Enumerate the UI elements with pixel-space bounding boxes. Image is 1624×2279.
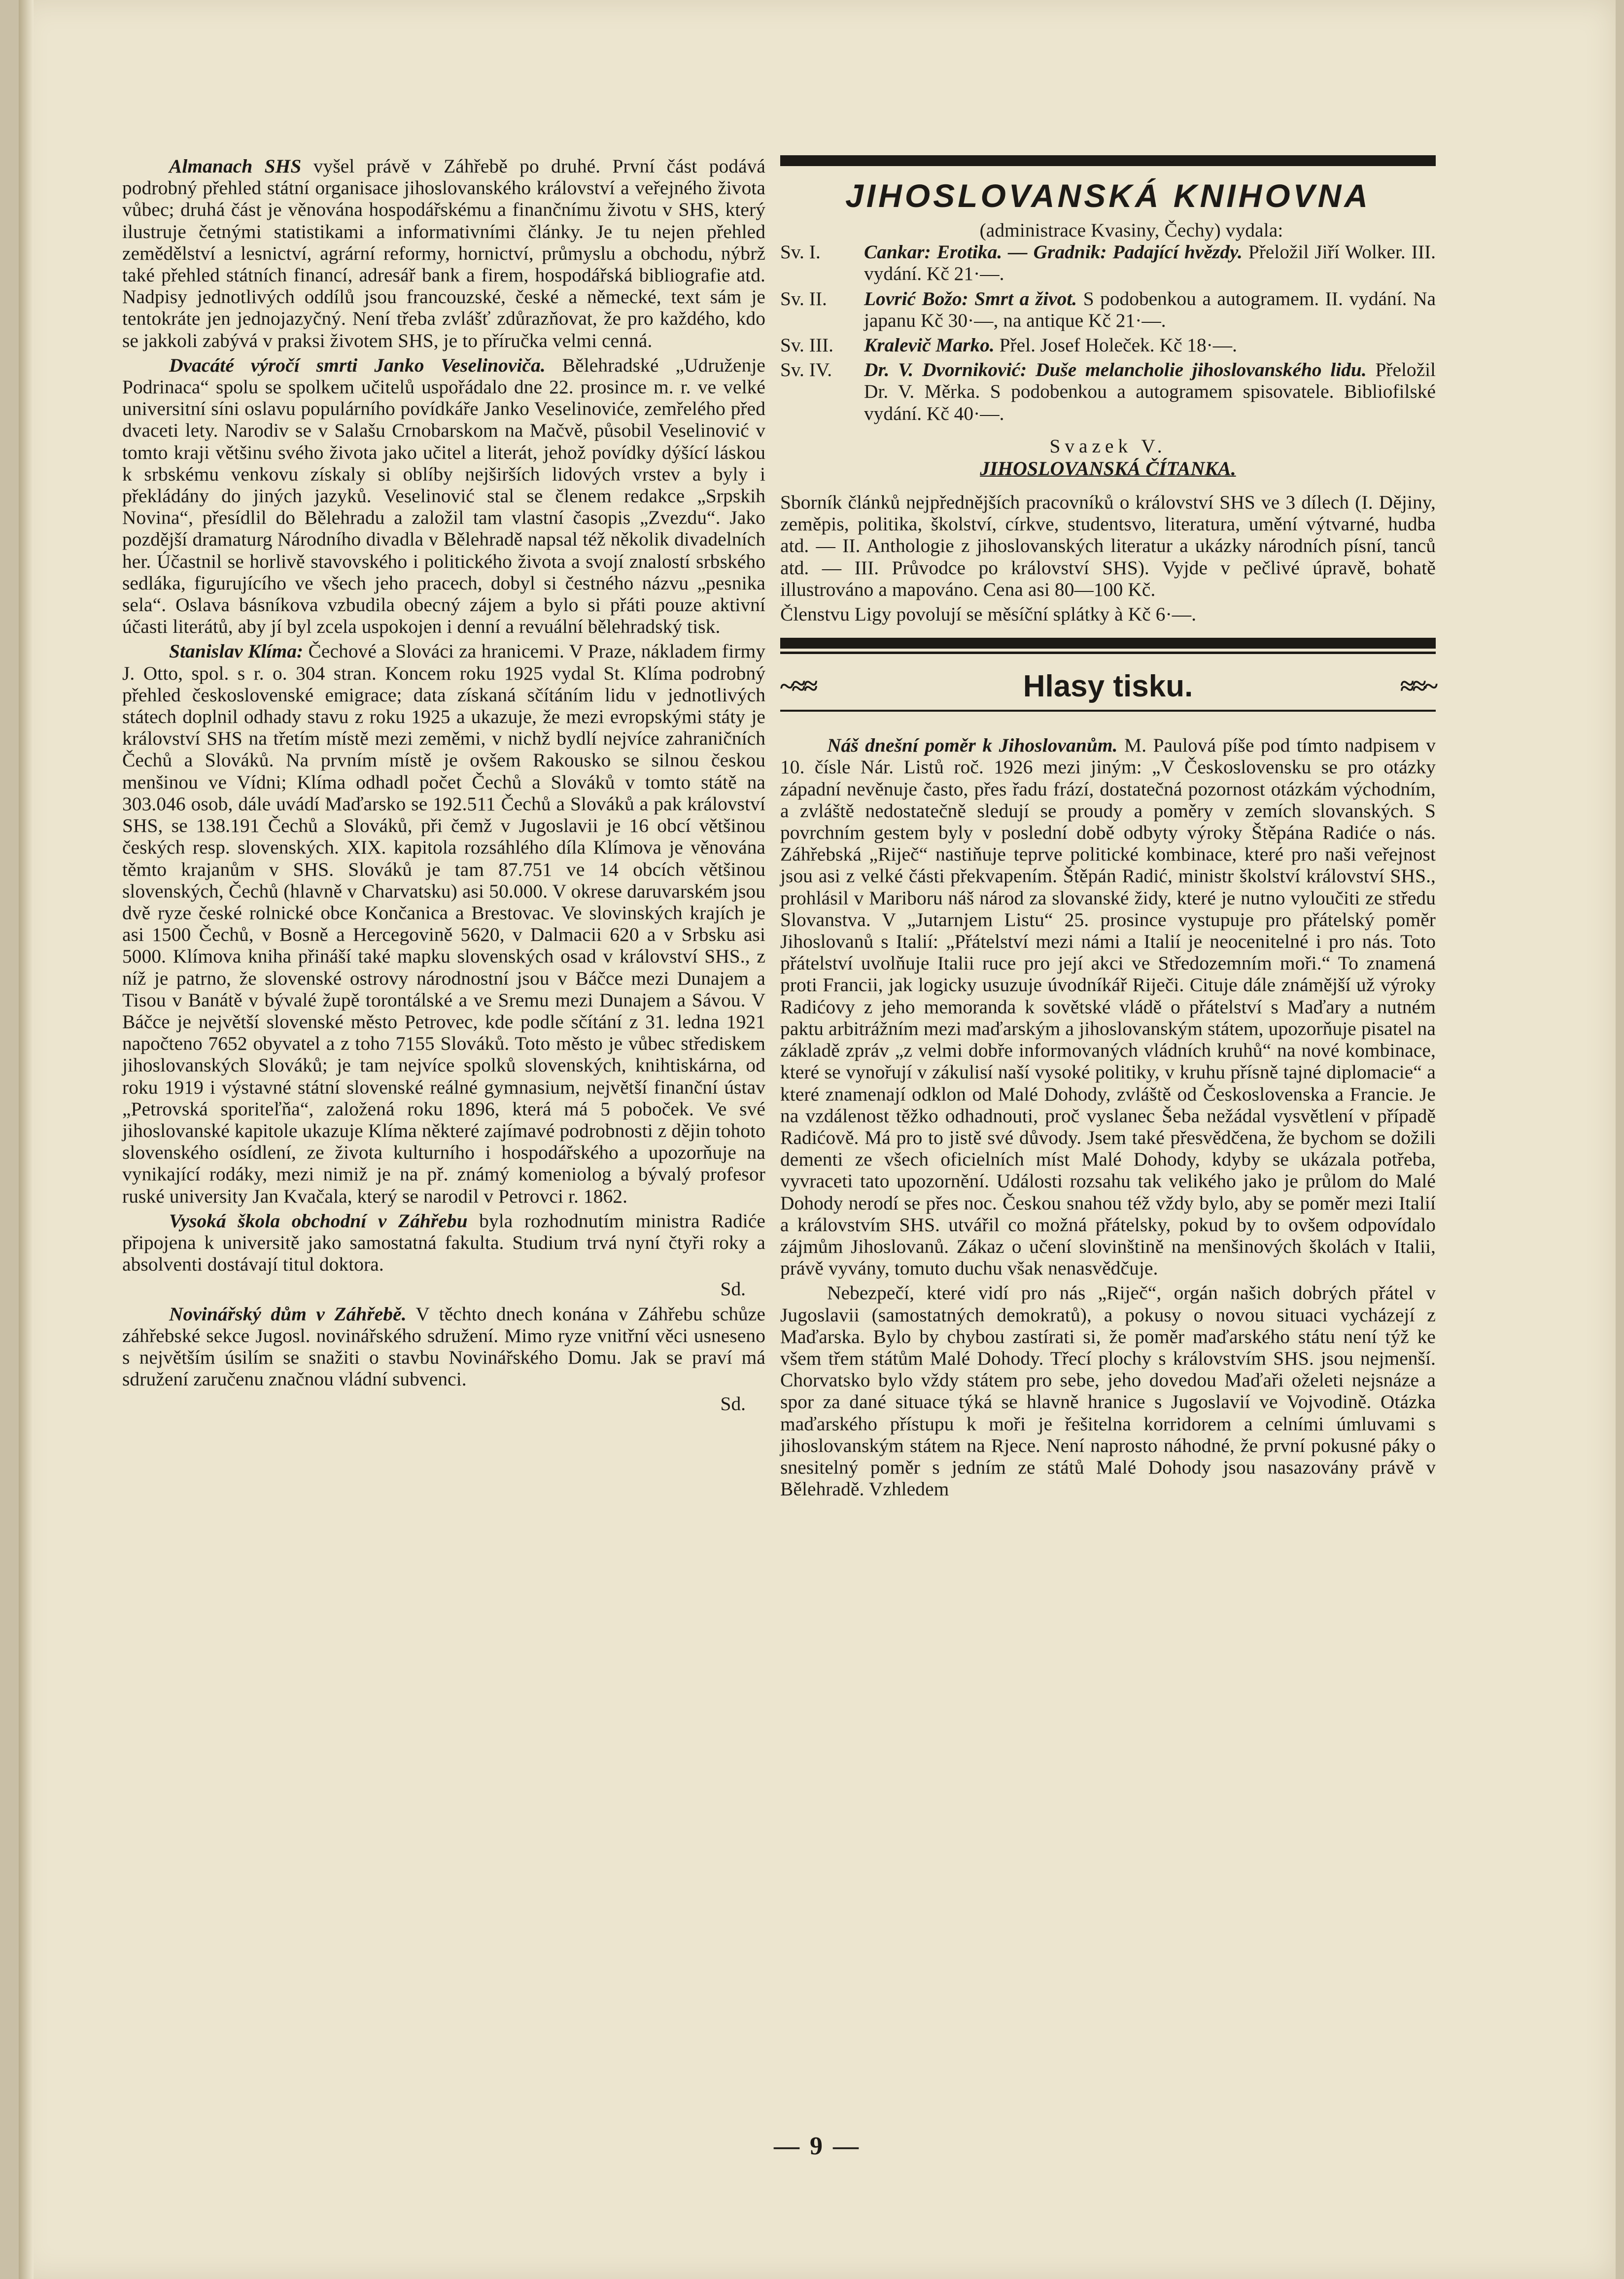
left-column — [122, 155, 765, 1418]
article-klima — [122, 640, 765, 1207]
lead-nas-pomer: Náš dnešní poměr k Jihoslovanům. — [827, 734, 1118, 757]
article-nebezpeci: Nebezpečí, které vidí pro nás „Riječ“, orgán našich dobrých přátel v Jugoslavii (samostatných demokratů), a pokusy o novou situaci vycházejí z Maďarska. Bylo by chybou zastírati si, že poměr maďarského státu není týž ke všem třem státům Malé Dohody. Třecí plochy s královstvím SHS. jsou nejmenší. Chorvatsko bylo vždy státem pro sebe, jeho dovedou Maďaři oželeti nejsnáze a spor za dané situace týká se hlavně hranice s Jugoslavií ve Vojvodině. Otázka maďarského přístupu k moři je řešitelna korridorem a celními úmluvami s jihoslovanským státem na Rjece. Není naprosto náhodné, že první pokusné páky o snesitelný poměr s jedním ze států Malé Dohody jsou nasazovány právě v Bělehradě. Vzhledem — [780, 1282, 1436, 1500]
lead-klima: Stanislav Klíma: — [169, 640, 304, 662]
article-almanach — [122, 155, 765, 351]
volume-text — [864, 334, 1436, 356]
hlasy-rule — [780, 710, 1436, 712]
volume-text — [864, 288, 1436, 331]
volume-title: Dr. V. Dvorniković: Duše melancholie jihoslovanského lidu. — [864, 359, 1367, 381]
text-vysoka-skola: byla rozhodnutím ministra Radiće připojena k universitě jako samostatná fakulta. Studium trvá nyní čtyři roky a absolventi dostávají titul doktora. — [122, 1209, 765, 1276]
volume-text — [864, 359, 1436, 424]
section-rule-thin — [780, 652, 1436, 654]
knihovna-item — [780, 241, 1436, 284]
knihovna-item — [780, 359, 1436, 424]
knihovna-item — [780, 334, 1436, 356]
knihovna-title: JIHOSLOVANSKÁ KNIHOVNA — [845, 177, 1371, 214]
section-rule-thick — [780, 638, 1436, 649]
volume-details: S podobenkou a autogramem. II. vydání. Na japanu Kč 30·—, na antique Kč 21·—. — [864, 287, 1436, 331]
signature-sd-1: Sd. — [720, 1278, 746, 1300]
text-novinarsky-dum: V těchto dnech konána v Záhřebu schůze záhřebské sekce Jugosl. novinářského sdružení. Mimo ryze vnitřní věci usneseno s největším úsilím se snažiti o stavbu Novinářského Domu. Jak se praví má sdružení zaručenu značnou vládní subvenci. — [122, 1303, 766, 1390]
text-almanach: vyšel právě v Záhřebě po druhé. První část podává podrobný přehled státní organisace jihoslovanského království a veřejného života vůbec; druhá část je věnována hospodářskému a finančnímu životu v SHS, který ilustruje četnými statistikami a informativními články. Je tu nejen přehled zemědělství a lesnictví, agrární reformy, hornictví, průmyslu a obchodu, nýbrž také přehled státních financí, adresář bank a firem, hospodářská bibliografie atd. Nadpisy jednotlivých oddílů jsou francouzské, české a německé, text sám je tentokráte jen jednojazyčný. Není třeba zvlášť zdůrazňovat, že pro každého, kdo se jakkoli zabývá v praksi životem SHS, je to příručka velmi cenná. — [122, 155, 765, 351]
text-klima: Čechové a Slováci za hranicemi. V Praze, nákladem firmy J. Otto, spol. s r. o. 304 stran. Koncem roku 1925 vydal St. Klíma podrobný přehled československé emigrace; data získaná sčítáním lidu v jednotlivých státech doplnil odhady stavu z roku 1925 a ukazuje, že mezi evropskými státy je království SHS na třetím místě mezi zeměmi, v nichž bydlí nejvíce zahraničních Čechů a Slováků. Na prvním místě je ovšem Rakousko se silnou českou menšinou ve Vídni; Klíma odhadl počet Čechů a Slováků v tomto státě na 303.046 osob, dále uvádí Maďarsko se 192.511 Čechů a Slováků a pak království SHS, se 138.191 Čechů a Slováků, při čemž v Jugoslavii je 16 obcí většinou českých resp. slovenských. XIX. kapitola rozsáhlého díla Klímova je věnována těmto krajanům v SHS. Slováků je tam 87.751 ve 14 obcích většinou slovenských, Čechů (hlavně v Charvatsku) asi 50.000. V okrese daruvarském jsou dvě ryze české rolnické obce Končanica a Brestovac. Ve slovinských krajích je asi 1500 Čechů, v Bosně a Hercegovině 5620, v Dalmacii 620 a v Srbsku asi 5000. Klímova kniha přináší také mapku slovenských osad v království SHS., z níž je patrno, že slovenské ostrovy národnostní jsou v Báčce mezi Dunajem a Tisou v Banátě v bývalé župě torontálské a ve Sremu mezi Dunajem a Sávou. V Báčce je největší slovenské město Petrovec, kde podle sčítání z 31. ledna 1921 napočteno 7652 obyvatel a z toho 7155 Slováků. Toto město je vůbec střediskem jihoslovanských Slováků; je tam nejvíce spolků slovenských, knihtiskárna, od roku 1919 i výstavné státní slovenské reálné gymnasium, největší finanční ústav „Petrovská sporiteľňa“, založená roku 1896, která má 5 poboček. Ve své jihoslovanské kapitole ukazuje Klíma některé zajímavé podrobnosti z dějin tohoto slovenského osídlení, ze života kulturního i hospodářského a upozorňuje na vynikající rodáky, mezi nimiž je na př. známý komeniolog a bývalý profesor ruské university Jan Kvačala, který se narodil v Petrovci r. 1862. — [122, 640, 765, 1207]
article-vysoka-skola — [122, 1210, 765, 1276]
ornament-left-icon: ~≈≈ — [780, 672, 816, 701]
volume-label: Sv. II. — [780, 287, 827, 310]
lead-almanach: Almanach SHS — [169, 155, 302, 177]
hlasy-header — [780, 669, 1436, 704]
page-number: — 9 — — [774, 2132, 861, 2160]
lead-vysoka-skola: Vysoká škola obchodní v Záhřebu — [169, 1209, 468, 1232]
volume-details: Přeložil Dr. V. Měrka. S podobenkou a autogramem spisovatele. Bibliofilské vydání. Kč 40·—. — [864, 359, 1436, 424]
right-column — [780, 155, 1436, 1503]
article-novinarsky-dum — [122, 1303, 765, 1390]
volume-title: Lovrić Božo: Smrt a život. — [864, 287, 1077, 310]
text-nas-pomer: M. Paulová píše pod tímto nadpisem v 10. čísle Nár. Listů roč. 1926 mezi jiným: „V Československu se pro otázky západní nevěnuje často, přes řadu frází, dostatečná pozornost otázkám východním, a zvláště nedostatečně sledují se proudy a poměry v zemích slovanských. S povrchním gestem byly v poslední době odbyty výroky Štěpána Radiće o nás. Záhřebská „Riječ“ nastiňuje teprve politické kombinace, které pro naši veřejnost jsou asi z velké části překvapením. Štěpán Radić, ministr školství království SHS., prohlásil v Mariboru náš národ za slovanské židy, které je nutno vyloučiti ze středu Slovanstva. V „Jutarnjem Listu“ 25. prosince vystupuje pro přátelský poměr Jihoslovanů s Italií: „Přátelství mezi námi a Italií je neocenitelné i pro nás. Toto přátelství uvolňuje Italii ruce pro její akci ve Středozemním moři.“ To znamená proti Francii, jak logicky usuzuje úvodníkář Riječi. Cituje dále známější už výroky Radićovy z jeho memoranda k sovětské vládě o přátelství s Maďary a nutném paktu arbitrážním mezi maďarským a jihoslovanským státem, upozorňuje pisatel na základě zpráv „z velmi dobře informovaných vládních kruhů“ na nové kombinace, které se vynořují v zákulisí naší vysoké politiky, v kruhu přísně tajné diplomacie“ a které znamenají odklon od Malé Dohody, zvláště od Československa a Francie. Je na vzdálenost těžko odhadnouti, proč vyslanec Šeba nežádal vysvětlení v případě Radićově. Má pro to jistě své důvody. Jsem také přesvědčena, že bychom se dožili dementi ze všech oficielních míst Malé Dohody, kdyby se ukázala potřeba, vyvraceti tato upozornění. Události rozsahu tak velikého jako je průlom do Malé Dohody nerodí se přes noc. Českou snahou též vždy bylo, aby se poměr mezi Italií a královstvím SHS. utvářil co možná přátelsky, pokud by to ovšem odpovídalo zájmům Jihoslovanů. Zákaz o učení slovinštině na menšinových školách v Italii, právě vyvány, tomuto duchu však nenasvědčuje. — [780, 734, 1436, 1279]
article-nas-pomer — [780, 734, 1436, 1279]
lead-veselinovic: Dvacáté výročí smrti Janko Veselinoviča. — [169, 354, 546, 376]
citanka-title: JIHOSLOVANSKÁ ČÍTANKA. — [980, 457, 1236, 480]
volume-title: Cankar: Erotika. — Gradnik: Padající hvězdy. — [864, 241, 1243, 263]
volume-title: Kralevič Marko. — [864, 334, 995, 356]
hlasy-title: Hlasy tisku. — [1023, 669, 1193, 704]
volume-label: Sv. III. — [780, 334, 833, 356]
volume-details: Přeložil Jiří Wolker. III. vydání. Kč 21·—. — [864, 241, 1436, 285]
magazine-page — [19, 0, 1616, 2279]
article-veselinovic — [122, 354, 765, 638]
lead-novinarsky-dum: Novinářský dům v Záhřebě. — [169, 1303, 407, 1325]
members-note: Členstvu Ligy povolují se měsíční splátky à Kč 6·—. — [780, 603, 1197, 625]
volume-label: Sv. IV. — [780, 359, 832, 381]
knihovna-item — [780, 288, 1436, 331]
signature-sd-2: Sd. — [720, 1393, 746, 1415]
svazek-heading: Svazek V. — [1049, 435, 1167, 457]
ornament-right-icon: ≈≈~ — [1400, 672, 1436, 701]
knihovna-subtitle: (administrace Kvasiny, Čechy) vydala: — [979, 219, 1283, 241]
citanka-description: Sborník článků nejpřednějších pracovníků o království SHS ve 3 dílech (I. Dějiny, zeměpis, politika, školství, církve, studentsvo, literatura, umění výtvarné, hudba atd. — II. Anthologie z jihoslovanských literatur a ukázky národních písní, tanců atd. — III. Průvodce po království SHS). Vyjde v pečlivé úpravě, bohatě illustrováno a mapováno. Cena asi 80—100 Kč. — [780, 491, 1436, 600]
volume-text — [864, 241, 1436, 284]
text-veselinovic: Bělehradské „Udruženje Podrinaca“ spolu se spolkem učitelů uspořádalo dne 22. prosince m. r. ve velké universitní síni oslavu populárního povídkáře Janko Veselinoviće, zemřelého před dvaceti lety. Narodiv se v Salašu Crnobarskom na Mačvě, působil Veselinović v tomto kraji většinu svého života jako učitel a literát, jehož povídky dýšící láskou k srbskému venkovu získaly si oblíby nejširších lidových vrstev a byly i překládány do jiných jazyků. Veselinović stal se členem redakce „Srpskih Novina“, přesídlil do Bělehradu a založil tam vlastní časopis „Zvezdu“. Jako pozdější dramaturg Národního divadla v Bělehradě napsal též několik divadelních her. Účastnil se horlivě stavovského i politického života a svojí znalostí srbského sedláka, figurujícího ve všech jeho pracech, dobyl si čestného názvu „pesnika sela“. Oslava básníkova vzbudila obecný zájem a bylo si přáti pouze aktivní účasti literátů, aby jí byl zcela uspokojen i denní a revuální bělehradský tisk. — [122, 354, 765, 638]
volume-details: Přel. Josef Holeček. Kč 18·—. — [994, 334, 1238, 356]
top-rule — [780, 155, 1436, 166]
volume-label: Sv. I. — [780, 241, 821, 263]
